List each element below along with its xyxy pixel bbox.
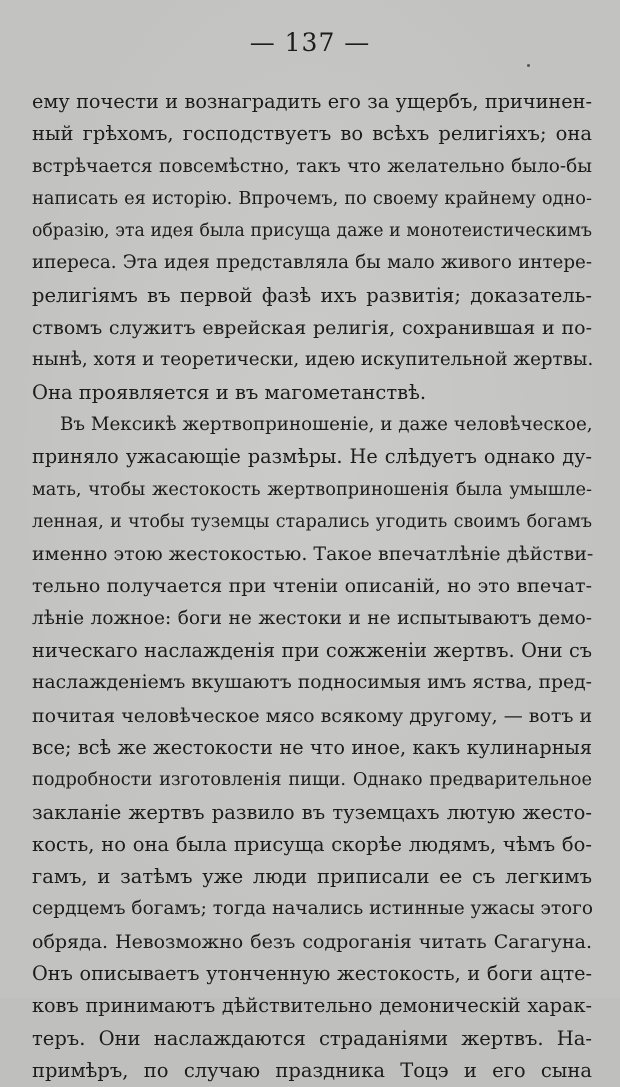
text-line: именно этою жестокостью. Такое впечатлѣніе дѣйстви- (32, 543, 594, 566)
text-line: тельно получается при чтеніи описаній, но это впечат- (32, 575, 592, 598)
text-line: образію, эта идея была присуща даже и монотеистическимъ (32, 221, 592, 242)
text-line: религіямъ въ первой фазѣ ихъ развитія; доказатель- (32, 283, 592, 307)
text-line: ническаго наслажденія при сожженіи жертвъ. Они съ (32, 639, 592, 663)
text-line: Она проявляется и въ магометанствѣ. (32, 380, 427, 404)
text-line: примѣръ, по случаю праздника Тоцэ и его сына (32, 1058, 592, 1082)
text-line: гамъ, и затѣмъ уже люди приписали ее съ легкимъ (32, 865, 592, 889)
text-line: Онъ описываетъ утонченную жестокость, и боги ацте- (32, 962, 592, 986)
text-line: ствомъ служитъ еврейская религія, сохранившая и по- (32, 317, 592, 340)
text-line: все; всѣ же жестокости не что иное, какъ кулинарныя (32, 735, 592, 759)
text-line: закланіе жертвъ развило въ туземцахъ лютую жесто- (32, 800, 592, 824)
text-line: приняло ужасающіе размѣры. Не слѣдуетъ однако ду- (32, 445, 592, 469)
text-line: наслажденіемъ вкушаютъ подносимыя имъ яства, пред- (32, 672, 592, 694)
text-line: мать, чтобы жестокость жертвоприношенія была умышле- (32, 479, 592, 500)
page-speck (527, 64, 530, 67)
text-line: ипереса. Эта идея представляла бы мало живого интере- (32, 252, 592, 274)
text-line: сердцемъ богамъ; тогда начались истинные ужасы этого (32, 898, 594, 920)
text-line: кость, но она была присуща скорѣе людямъ, чѣмъ бо- (32, 832, 592, 856)
text-line: ленная, и чтобы туземцы старались угодить своимъ богамъ (32, 511, 592, 532)
text-line: написать ея исторію. Впрочемъ, по своему крайнему одно- (32, 188, 592, 209)
page-number: — 137 — (249, 28, 371, 57)
text-line: нынѣ, хотя и теоретически, идею искупительной жертвы. (32, 349, 594, 371)
text-line: теръ. Они наслаждаются страданіями жертвъ. На- (32, 1026, 592, 1050)
body-text (32, 86, 592, 1087)
text-line: обряда. Невозможно безъ содроганія читать Сагагуна. (32, 930, 592, 953)
text-line: ный грѣхомъ, господствуетъ во всѣхъ религіяхъ; она (32, 122, 592, 146)
text-line: встрѣчается повсемѣстно, такъ что желательно было-бы (32, 155, 592, 177)
text-line: подробности изготовленія пищи. Однако предварительное (32, 770, 592, 791)
text-line: почитая человѣческое мясо всякому другому, — вотъ и (32, 704, 593, 727)
text-line: ему почести и вознаградить его за ущербъ, причинен- (32, 90, 592, 113)
text-line: Въ Мексикѣ жертвоприношеніе, и даже человѣческое, (60, 413, 593, 435)
text-line: лѣніе ложное: боги не жестоки и не испытываютъ демо- (32, 607, 592, 629)
text-line: ковъ принимаютъ дѣйствительно демоническій харак- (32, 994, 592, 1018)
